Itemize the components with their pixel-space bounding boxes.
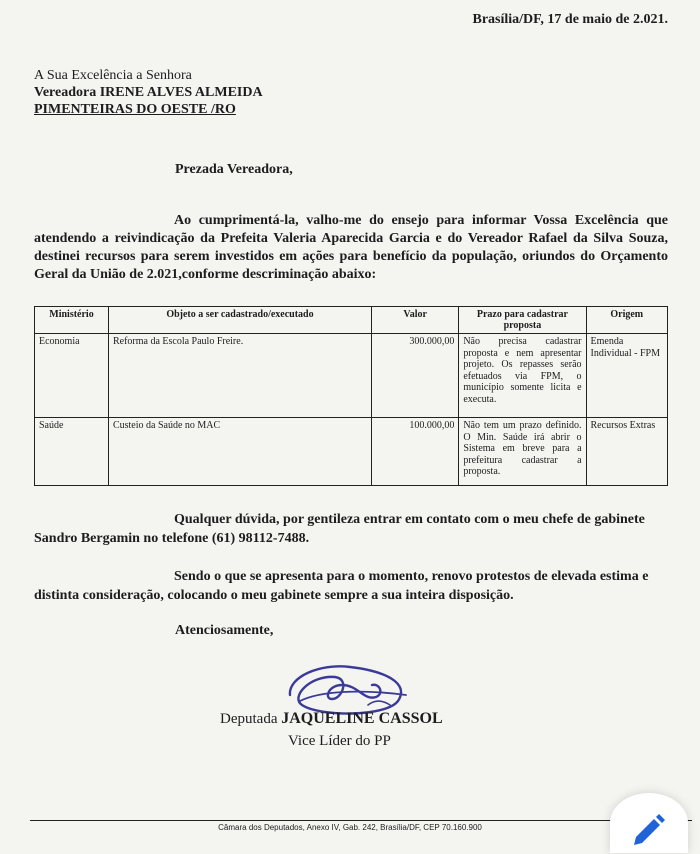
cell-origem: Recursos Extras: [586, 418, 667, 486]
cell-valor: 100.000,00: [371, 418, 458, 486]
table-row: [35, 418, 668, 486]
date-line: Brasília/DF, 17 de maio de 2.021.: [472, 12, 668, 27]
cell-origem: Emenda Individual - FPM: [586, 334, 667, 418]
body-paragraph-3: [34, 567, 668, 605]
signer-surname: JAQUELINE CASSOL: [281, 710, 443, 727]
recipient-name: Vereadora IRENE ALVES ALMEIDA: [34, 85, 263, 100]
header-origem: Origem: [586, 307, 667, 334]
paragraph-3-text: Sendo o que se apresenta para o momento, renovo protestos de elevada estima e distinta consideração, colocando o meu gabinete sempre a sua inteira disposição.: [34, 569, 649, 603]
salutation: Prezada Vereadora,: [175, 162, 293, 177]
recipient-city: PIMENTEIRAS DO OESTE /RO: [34, 102, 236, 117]
cell-valor: 300.000,00: [371, 334, 458, 418]
body-paragraph-1: [34, 212, 668, 284]
recipient-line-1: A Sua Excelência a Senhora: [34, 68, 192, 83]
cell-prazo: Não tem um prazo definido. O Min. Saúde irá abrir o Sistema em breve para a prefeitura cadastrar a proposta.: [459, 418, 586, 486]
edit-button[interactable]: [610, 793, 688, 853]
cell-objeto: Reforma da Escola Paulo Freire.: [108, 334, 371, 418]
closing: Atenciosamente,: [175, 623, 274, 638]
header-prazo: Prazo para cadastrar proposta: [459, 307, 586, 334]
body-paragraph-2: [34, 510, 668, 548]
header-valor: Valor: [371, 307, 458, 334]
cell-ministerio: Saúde: [35, 418, 109, 486]
signer-prefix: Deputada: [220, 711, 278, 727]
signer-name: [220, 710, 443, 728]
header-objeto: Objeto a ser cadastrado/executado: [108, 307, 371, 334]
table-row: [35, 334, 668, 418]
cell-prazo: Não precisa cadastrar proposta e nem apresentar projeto. Os repasses serão efetuados via FPM, o município somente licita e executa.: [459, 334, 586, 418]
header-ministerio: Ministério: [35, 307, 109, 334]
pencil-icon: [628, 807, 668, 847]
paragraph-1-text: Ao cumprimentá-la, valho-me do ensejo para informar Vossa Excelência que atendendo a reivindicação da Prefeita Valeria Aparecida Garcia e do Vereador Rafael da Silva Souza, destinei recursos para serem investidos em ações para benefício da população, oriundos do Orçamento Geral da União de 2.021,conforme descriminação abaixo:: [34, 213, 668, 282]
recipient-block: [34, 67, 263, 118]
cell-objeto: Custeio da Saúde no MAC: [108, 418, 371, 486]
cell-ministerio: Economia: [35, 334, 109, 418]
table-header-row: [35, 307, 668, 334]
signer-role: Vice Líder do PP: [288, 733, 391, 749]
allocation-table: [34, 306, 668, 486]
footer-divider: [30, 820, 692, 821]
paragraph-2-text: Qualquer dúvida, por gentileza entrar em contato com o meu chefe de gabinete Sandro Bergamin no telefone (61) 98112-7488.: [34, 512, 645, 546]
footer-address: Câmara dos Deputados, Anexo IV, Gab. 242, Brasília/DF, CEP 70.160.900: [218, 823, 482, 832]
